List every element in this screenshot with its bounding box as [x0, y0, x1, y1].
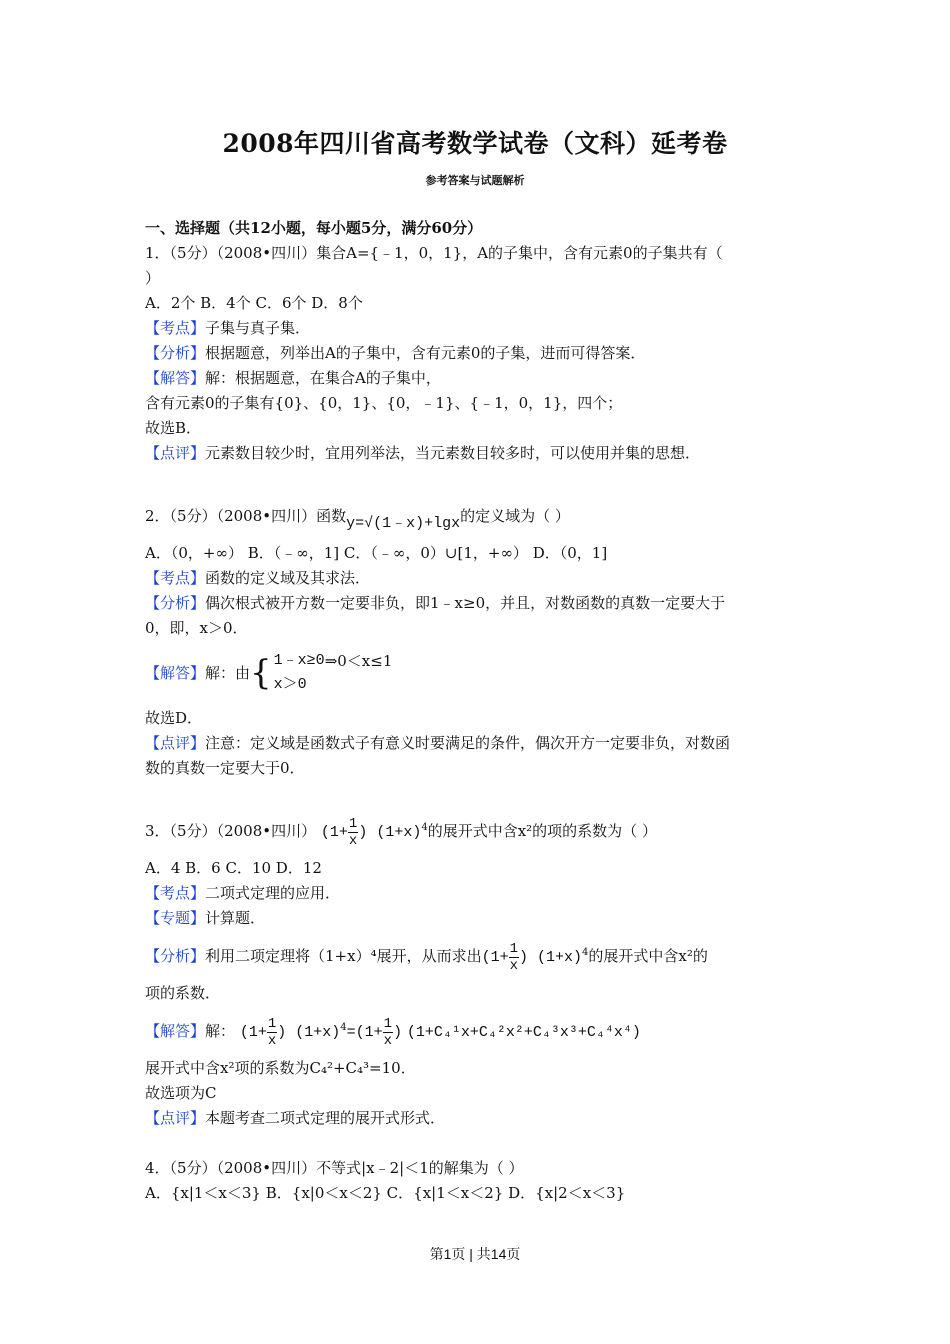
q3-kaodian: 【考点】二项式定理的应用．: [145, 884, 341, 902]
q3-jieda-2: 展开式中含x²项的系数为C₄²+C₄³=10．: [145, 1059, 416, 1077]
q2-jieda: 【解答】 解：由 { 1﹣x≥0 x＞0 ⇒0＜x≤1: [145, 643, 810, 703]
q1-dianping: 【点评】元素数目较少时，宜用列举法，当元素数目较多时，可以使用并集的思想．: [145, 444, 701, 462]
tag-dianping: 【点评】: [145, 1109, 206, 1127]
q3-options: A．4 B．6 C．10 D．12: [145, 859, 322, 877]
q3-stem: 3．（5分）（2008•四川） (1+ $\frac{1}{x}$ ) $(1+x)^4$的展开式中含x²的项的系数为（ ）: [145, 815, 657, 849]
q1-stem: 1．（5分）（2008•四川）集合A={﹣1，0，1}，A的子集中，含有元素0的子集共有（: [145, 244, 723, 262]
q2-dianping: 【点评】注意：定义域是函数式子有意义时要满足的条件，偶次开方一定要非负，对数函: [145, 734, 731, 752]
fraction: $\frac{1}{x}$: [509, 940, 519, 974]
q4-stem: 4．（5分）（2008•四川）不等式|x﹣2|＜1的解集为（ ）: [145, 1159, 524, 1177]
q2-options: A．（0，+∞） B．（﹣∞，1] C．（﹣∞，0）∪[1，+∞） D．（0，1]: [145, 544, 608, 562]
q1-answer: 故选B．: [145, 419, 202, 437]
fraction: $\frac{1}{x}$: [348, 815, 358, 849]
expansion: (1+C₄¹x+C₄²x²+C₄³x³+C₄⁴x⁴): [406, 1024, 641, 1041]
q2-fenxi: 【分析】偶次根式被开方数一定要非负，即1﹣x≥0，并且，对数函数的真数一定要大于: [145, 594, 726, 612]
tag-jieda: 【解答】: [145, 369, 206, 387]
fraction: $\frac{1}{x}$: [383, 1015, 393, 1049]
q2-kaodian: 【考点】函数的定义域及其求法．: [145, 569, 371, 587]
tag-fenxi: 【分析】: [145, 344, 206, 362]
section-header: 一、选择题（共12小题，每小题5分，满分60分）: [145, 219, 483, 237]
tag-dianping: 【点评】: [145, 444, 206, 462]
q4-options: A．{x|1＜x＜3} B．{x|0＜x＜2} C．{x|1＜x＜2} D．{x|2＜x＜3}: [145, 1184, 626, 1202]
page-subtitle: 参考答案与试题解析: [425, 174, 525, 187]
tag-jieda: 【解答】: [145, 663, 206, 682]
q2-stem: 2．（5分）（2008•四川）函数y=√(1﹣x)+lgx的定义域为（ ）: [145, 507, 570, 532]
document-body: [145, 216, 810, 1206]
q2-dianping-2: 数的真数一定要大于0．: [145, 759, 305, 777]
fraction: $\frac{1}{x}$: [267, 1015, 277, 1049]
q1-jieda-2: 含有元素0的子集有{0}、{0，1}、{0，﹣1}、{﹣1，0，1}，四个；: [145, 394, 623, 412]
q1-fenxi: 【分析】根据题意，列举出A的子集中，含有元素0的子集，进而可得答案．: [145, 344, 646, 362]
q2-answer: 故选D．: [145, 709, 203, 727]
q3-dianping: 【点评】本题考查二项式定理的展开式形式．: [145, 1109, 446, 1127]
q2-formula: y=√(1﹣x)+lgx: [346, 515, 461, 532]
inequality-system: 1﹣x≥0 x＞0: [273, 652, 325, 693]
tag-dianping: 【点评】: [145, 734, 206, 752]
q1-options: A．2个 B．4个 C．6个 D．8个: [145, 294, 363, 312]
q3-fenxi: 【分析】利用二项定理将（1+x）⁴展开，从而求出(1+ $\frac{1}{x}$ ) $(1+x)^4$的展开式中含x²的: [145, 940, 708, 974]
page-footer: 第1页 | 共14页: [429, 1246, 521, 1262]
tag-zhuanti: 【专题】: [145, 909, 206, 927]
page-title: 2008年四川省高考数学试卷（文科）延考卷: [222, 129, 728, 158]
tag-kaodian: 【考点】: [145, 569, 206, 587]
tag-fenxi: 【分析】: [145, 594, 206, 612]
tag-kaodian: 【考点】: [145, 319, 206, 337]
q1-jieda: 【解答】解：根据题意，在集合A的子集中，: [145, 369, 441, 387]
q3-answer: 故选项为C: [145, 1084, 217, 1102]
q3-zhuanti: 【专题】计算题．: [145, 909, 266, 927]
brace-symbol: {: [250, 653, 272, 693]
q3-jieda: 【解答】解： (1+ $\frac{1}{x}$ ) $(1+x)^4=(1+$ $\frac{1}{x}$ ) (1+C₄¹x+C₄²x²+C₄³x³+C₄⁴x⁴): [145, 1015, 641, 1049]
tag-jieda: 【解答】: [145, 1022, 206, 1040]
q3-fenxi-2: 项的系数．: [145, 984, 221, 1002]
q1-stem-cont: ）: [145, 269, 161, 287]
tag-fenxi: 【分析】: [145, 947, 206, 965]
q2-fenxi-2: 0，即，x＞0．: [145, 619, 248, 637]
q1-kaodian: 【考点】子集与真子集．: [145, 319, 311, 337]
tag-kaodian: 【考点】: [145, 884, 206, 902]
